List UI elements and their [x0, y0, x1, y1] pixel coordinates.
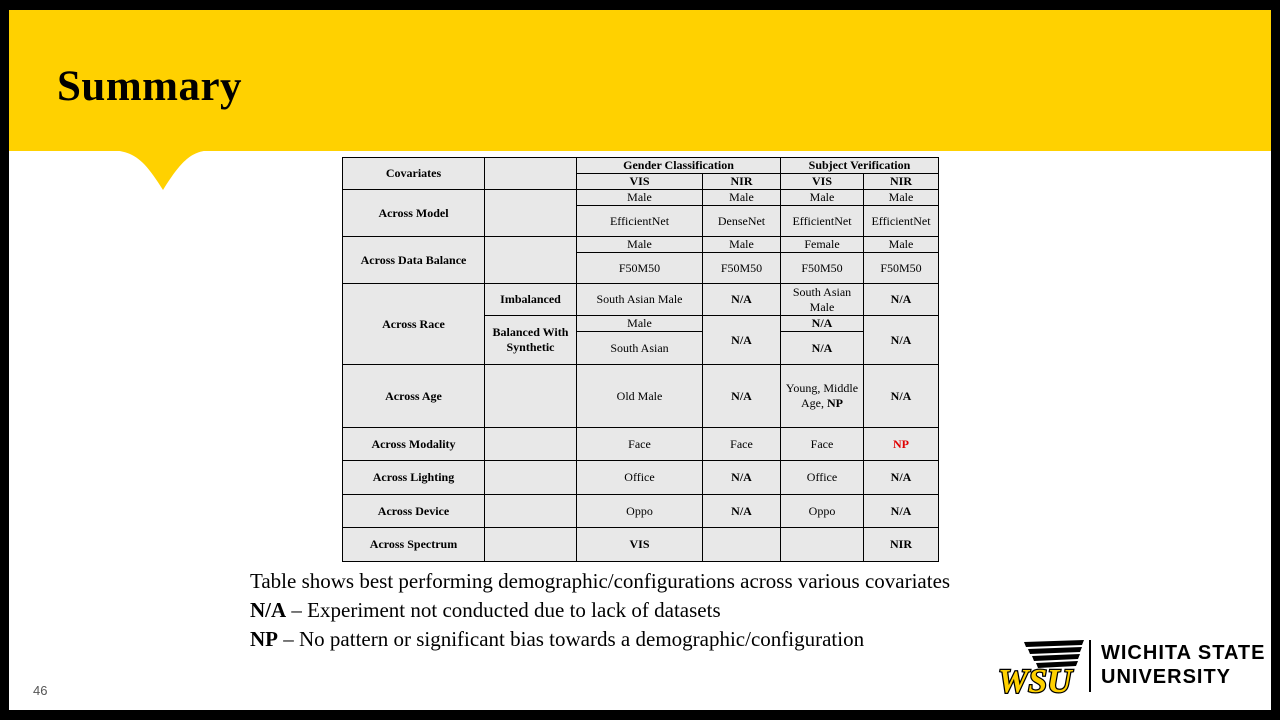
- cell: South Asian Male: [781, 284, 864, 316]
- cell: Face: [577, 428, 703, 461]
- wsu-logo-icon: [994, 638, 1086, 696]
- cell: VIS: [577, 528, 703, 562]
- header-gender-vis: VIS: [577, 174, 703, 190]
- cell: Male: [577, 190, 703, 206]
- cell: EfficientNet: [577, 206, 703, 237]
- cell: Male: [703, 190, 781, 206]
- np-text: – No pattern or significant bias towards a demographic/configuration: [278, 627, 865, 651]
- slide: [9, 10, 1271, 710]
- cell: [781, 365, 864, 428]
- header-gender-classification: Gender Classification: [577, 158, 781, 174]
- na-text: – Experiment not conducted due to lack of datasets: [286, 598, 721, 622]
- note-line-np: [250, 625, 950, 654]
- row-label-spectrum: Across Spectrum: [343, 528, 485, 562]
- row-label-race: Across Race: [343, 284, 485, 365]
- header-subject-vis: VIS: [781, 174, 864, 190]
- blank-cell: [485, 495, 577, 528]
- notes: [250, 567, 950, 654]
- header-subject-verification: Subject Verification: [781, 158, 939, 174]
- cell-text-bold: NP: [827, 396, 843, 410]
- cell: N/A: [864, 365, 939, 428]
- cell: N/A: [703, 495, 781, 528]
- cell: N/A: [703, 365, 781, 428]
- cell: Male: [781, 190, 864, 206]
- note-line-1: Table shows best performing demographic/configurations across various covariates: [250, 569, 951, 593]
- cell: Oppo: [577, 495, 703, 528]
- cell: N/A: [864, 461, 939, 495]
- cell: Male: [864, 190, 939, 206]
- na-key: N/A: [250, 598, 287, 622]
- banner-tab-shape: [105, 150, 215, 192]
- blank-cell: [703, 528, 781, 562]
- cell: Male: [703, 237, 781, 253]
- cell: DenseNet: [703, 206, 781, 237]
- page-number: 46: [33, 683, 48, 698]
- blank-cell: [485, 237, 577, 284]
- cell: F50M50: [864, 253, 939, 284]
- cell: F50M50: [703, 253, 781, 284]
- blank-cell: [485, 428, 577, 461]
- university-name: [1101, 641, 1265, 689]
- cell: Old Male: [577, 365, 703, 428]
- cell: Office: [577, 461, 703, 495]
- cell-text: Young, Middle Age,: [785, 381, 859, 410]
- cell: N/A: [703, 284, 781, 316]
- header-subject-nir: NIR: [864, 174, 939, 190]
- cell: N/A: [864, 495, 939, 528]
- university-name-line-1: WICHITA STATE: [1101, 642, 1266, 664]
- header-gender-nir: NIR: [703, 174, 781, 190]
- row-label-lighting: Across Lighting: [343, 461, 485, 495]
- header-blank: [485, 158, 577, 190]
- cell: Female: [781, 237, 864, 253]
- cell: South Asian: [577, 332, 703, 365]
- race-balanced-label: Balanced With Synthetic: [485, 316, 577, 365]
- cell-highlight: NP: [864, 428, 939, 461]
- np-key: NP: [250, 627, 278, 651]
- cell: F50M50: [781, 253, 864, 284]
- cell: Face: [781, 428, 864, 461]
- blank-cell: [485, 528, 577, 562]
- logo-divider: [1089, 640, 1091, 692]
- cell: N/A: [864, 316, 939, 365]
- blank-cell: [485, 190, 577, 237]
- summary-table: [342, 157, 939, 562]
- cell: Male: [864, 237, 939, 253]
- cell: Oppo: [781, 495, 864, 528]
- race-imbalanced-label: Imbalanced: [485, 284, 577, 316]
- cell: Face: [703, 428, 781, 461]
- cell: N/A: [703, 316, 781, 365]
- slide-title: Summary: [57, 63, 243, 110]
- blank-cell: [781, 528, 864, 562]
- note-line-na: [250, 596, 950, 625]
- cell: South Asian Male: [577, 284, 703, 316]
- cell: F50M50: [577, 253, 703, 284]
- row-label-device: Across Device: [343, 495, 485, 528]
- cell: N/A: [864, 284, 939, 316]
- row-label-modality: Across Modality: [343, 428, 485, 461]
- cell: EfficientNet: [781, 206, 864, 237]
- cell: Office: [781, 461, 864, 495]
- row-label-age: Across Age: [343, 365, 485, 428]
- university-name-line-2: UNIVERSITY: [1101, 666, 1232, 688]
- cell: EfficientNet: [864, 206, 939, 237]
- row-label-model: Across Model: [343, 190, 485, 237]
- row-label-data-balance: Across Data Balance: [343, 237, 485, 284]
- header-covariates: Covariates: [343, 158, 485, 190]
- cell: NIR: [864, 528, 939, 562]
- wsu-logo-mark: WSU: [998, 663, 1072, 696]
- cell: Male: [577, 237, 703, 253]
- cell: N/A: [781, 332, 864, 365]
- cell: N/A: [703, 461, 781, 495]
- cell: N/A: [781, 316, 864, 332]
- cell: Male: [577, 316, 703, 332]
- blank-cell: [485, 461, 577, 495]
- blank-cell: [485, 365, 577, 428]
